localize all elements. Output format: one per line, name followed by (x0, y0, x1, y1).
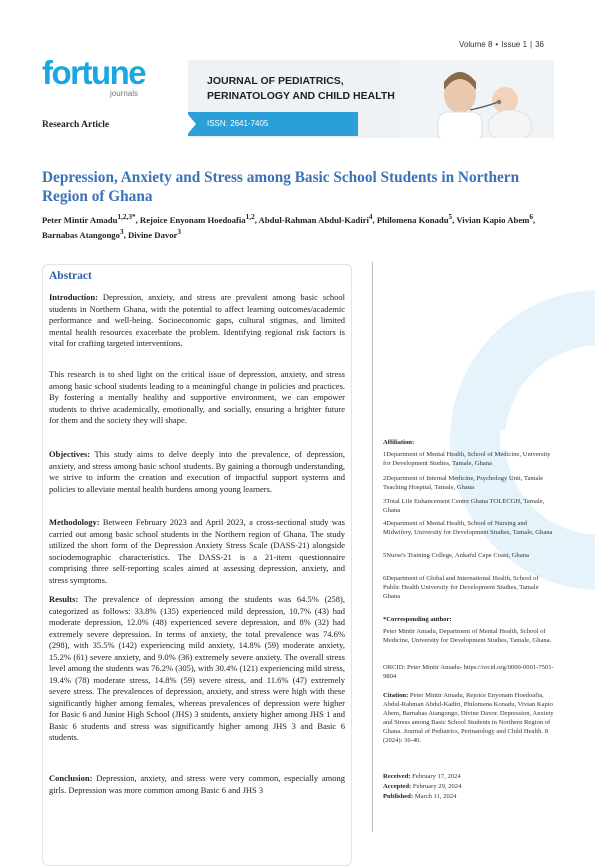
abstract-methodology (49, 517, 345, 586)
citation (383, 691, 555, 745)
volume-issue-page: Volume 8 • Issue 1 | 36 (459, 40, 544, 49)
publisher-logo: fortune (42, 54, 146, 91)
page-number: 36 (535, 40, 544, 49)
issn: ISSN: 2641-7405 (207, 119, 269, 128)
affiliation-heading-text: Affiliation: (383, 439, 415, 446)
abstract-introduction (49, 292, 345, 350)
intro-label: Introduction: (49, 292, 98, 302)
author-list: Peter Mintir Amadu$^{1,2,3*}$, Rejoice Enyonam Hoedoafia$^{1,2}$, Abdul-Rahman Abdul-Kadiri$^4$, Philomena Konadu$^5$, Vivian Kapio Abem$^6$, Barnabas Atangongo$^3$, Divine Davor$^3$ (42, 213, 536, 241)
corresponding-heading (383, 615, 555, 624)
article-type: Research Article (42, 120, 110, 130)
accepted-value: February 29, 2024 (411, 783, 462, 790)
published-date (383, 792, 555, 801)
conclusion-label: Conclusion: (49, 773, 93, 783)
affiliation-3: 3Total Life Enhancement Centre Ghana TOLECGH, Tamale, Ghana (383, 498, 545, 514)
volume-label: Volume 8 (459, 40, 493, 49)
journal-title-line1: JOURNAL OF PEDIATRICS, (207, 75, 344, 87)
conclusion-text: Depression, anxiety, and stress were very common, especially among girls. Depression was more common among Basic 6 and JHS 3 (49, 773, 345, 795)
affiliation-4: 4Department of Mental Health, School of Nursing and Midwifery, University for Development Studies, Tamale, Ghana (383, 520, 553, 536)
abstract-heading: Abstract (49, 270, 92, 282)
received-date (383, 772, 555, 781)
received-value: February 17, 2024 (410, 773, 461, 780)
objectives-label: Objectives: (49, 449, 91, 459)
affiliation-5: 5Nurse's Training College, Ankaful Cape Coast, Ghana (383, 552, 529, 559)
accepted-label: Accepted: (383, 783, 412, 790)
accepted-date (383, 782, 555, 791)
citation-label: Citation: (383, 692, 409, 699)
corresponding-heading-text: *Corresponding author: (383, 616, 452, 623)
issn-arrow-shape (186, 112, 196, 136)
affiliation-6: 6Department of Global and International Health, School of Public Health University for Development Studies, Tamale Ghana (383, 575, 539, 600)
column-divider (372, 262, 373, 832)
journal-title-line2: PERINATOLOGY AND CHILD HEALTH (207, 90, 395, 102)
paper-title: Depression, Anxiety and Stress among Basic School Students in Northern Region of Ghana (42, 169, 520, 205)
intro-text: Depression, anxiety, and stress are prevalent among basic school students in Northern Ghana, with the potential to affect learning outcomes/academic performance and well-being. Socioeconomic gaps, cultural stigmas, and limited mental health resources exacerbate the problem. Identifying regional risk factors is vital for crafting targeted interventions. (49, 292, 345, 348)
affiliation-heading (383, 438, 555, 447)
citation-text: Peter Mintir Amadu, Rejoice Enyonam Hoedoafia, Abdul-Rahman Abdul-Kadiri, Philomena Konadu, Vivian Kapio Abem, Barnabas Atangongo, Divine Davor. Depression, Anxiety and Stress among Basic School Students in Northern Region of Ghana. Journal of Pediatrics, Perinatology and Child Health. 8 (2024): 36-40. (383, 692, 554, 744)
affiliation-2: 2Department of Internal Medicine, Psychology Unit, Tamale Teaching Hospital, Tamale, Ghana (383, 475, 544, 491)
published-value: March 11, 2024 (413, 793, 457, 800)
abstract-paragraph-2: This research is to shed light on the critical issue of depression, anxiety, and stress among basic school students leading to a meaningful change in policies and practices. By fostering a mentally healthy and supportive environment, we can empower students to thrive academically, emotionally, and socially, ensuring a brighter future for them and the society they will shape. (49, 369, 345, 425)
objectives-text: This study aims to delve deeply into the prevalence, of depression, anxiety, and stress among basic school students. By gaining a thorough understanding, we strive to inform the creation and execution of impactful support systems and policies to alleviate mental health burdens among young learners. (49, 449, 345, 494)
results-text: The prevalence of depression among the students was 64.5% (258), categorized as follows: 33.8% (135) experienced mild depression, 10.7% (43) had moderate depression, 12.0% (48) experienced severe depression, and 8% (32) had extremely severe depression. In terms of anxiety, the total prevalence was 74.6% (298), with 35.5% (142) experiencing mild anxiety, 14.8% (59) moderate anxiety, 15.2% (61) severe anxiety, and 9.0% (36) extremely severe anxiety. The overall stress level among the students was 76.2% (305), with 30.4% (121) experiencing mild stress, 19.4% (78) moderate stress, 14.8% (59) severe stress, and 11.6% (47) extremely severe stress. The prevalences of depression, anxiety, and stress were high with these significantly higher among females, whereas prevalences of depression were higher for Basic 6 and Junior High School (JHS) 3 students, anxiety higher among JHS 1 and Basic 6 students and stress was significantly higher among JHS 3 and Basic 6 students. (49, 594, 345, 742)
results-label: Results: (49, 594, 79, 604)
publisher-logo-sub: journals (110, 89, 139, 98)
methodology-text: Between February 2023 and April 2023, a cross-sectional study was carried out among basic school students in the Northern region of Ghana. The study utilized the short form of the Depression Anxiety Stress Scale (DASS-21) alongside sociodemographic characteristics. The DASS-21 is a 21-item questionnaire comprising three self-reporting scales aimed at assessing depression, anxiety, and stress symptoms. (49, 517, 345, 585)
orcid[interactable]: ORCID: Peter Mintir Amadu- https://orcid.org/0000-0001-7501-9804 (383, 664, 554, 680)
methodology-label: Methodology: (49, 517, 100, 527)
corresponding-text: Peter Mintir Amadu, Department of Mental Health, School of Medicine, University for Development Studies, Tamale, Ghana. (383, 628, 552, 644)
affiliation-1: 1Department of Mental Health, School of Medicine, University for Development Studies, Tamale, Ghana (383, 451, 551, 467)
issue-label: Issue 1 (501, 40, 528, 49)
received-label: Received: (383, 773, 411, 780)
published-label: Published: (383, 793, 414, 800)
abstract-results (49, 594, 345, 744)
abstract-objectives (49, 449, 345, 495)
doctor-baby-photo (400, 60, 554, 138)
abstract-conclusion (49, 773, 345, 796)
